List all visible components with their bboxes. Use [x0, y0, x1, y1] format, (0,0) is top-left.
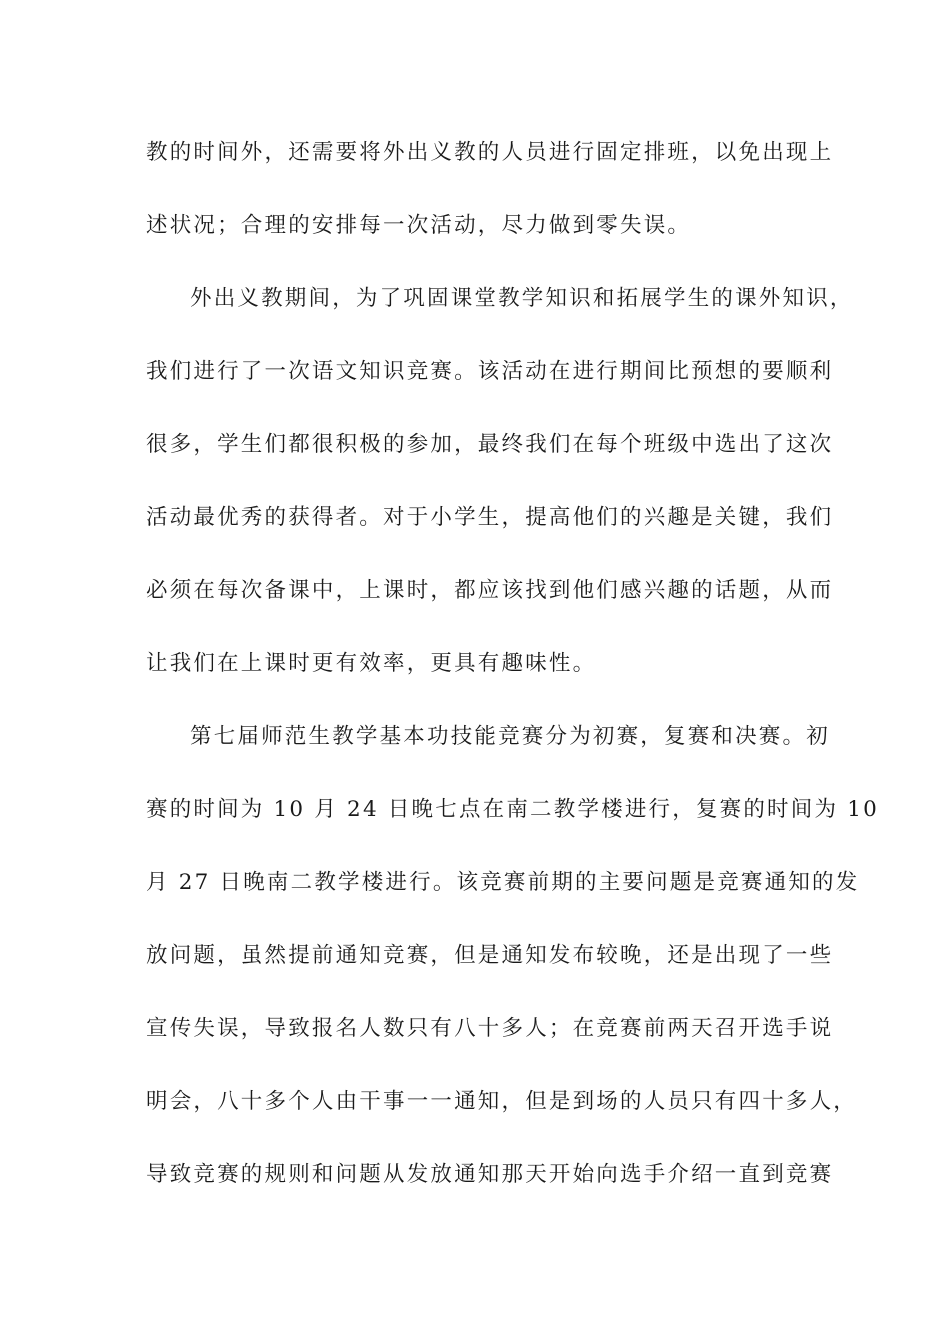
text-line: 必须在每次备课中，上课时，都应该找到他们感兴趣的话题，从而 [146, 578, 834, 603]
text-line: 放问题，虽然提前通知竞赛，但是通知发布较晚，还是出现了一些 [146, 943, 834, 968]
text-line: 导致竞赛的规则和问题从发放通知那天开始向选手介绍一直到竞赛 [146, 1162, 834, 1187]
text-line: 很多，学生们都很积极的参加，最终我们在每个班级中选出了这次 [146, 432, 834, 457]
text-line: 活动最优秀的获得者。对于小学生，提高他们的兴趣是关键，我们 [146, 505, 834, 530]
text-line: 月 27 日晚南二教学楼进行。该竞赛前期的主要问题是竞赛通知的发 [146, 870, 860, 895]
text-line: 述状况；合理的安排每一次活动，尽力做到零失误。 [146, 213, 692, 238]
paragraph-first-line: 外出义教期间，为了巩固课堂教学知识和拓展学生的课外知识， [190, 286, 854, 311]
text-line: 明会，八十多个人由干事一一通知，但是到场的人员只有四十多人， [146, 1089, 858, 1114]
text-line: 我们进行了一次语文知识竞赛。该活动在进行期间比预想的要顺利 [146, 359, 834, 384]
text-line: 宣传失误，导致报名人数只有八十多人；在竞赛前两天召开选手说 [146, 1016, 834, 1041]
paragraph-first-line: 第七届师范生教学基本功技能竞赛分为初赛，复赛和决赛。初 [190, 724, 830, 749]
text-line: 赛的时间为 10 月 24 日晚七点在南二教学楼进行，复赛的时间为 10 [146, 797, 879, 822]
text-line: 教的时间外，还需要将外出义教的人员进行固定排班，以免出现上 [146, 140, 834, 165]
text-line: 让我们在上课时更有效率，更具有趣味性。 [146, 651, 597, 676]
